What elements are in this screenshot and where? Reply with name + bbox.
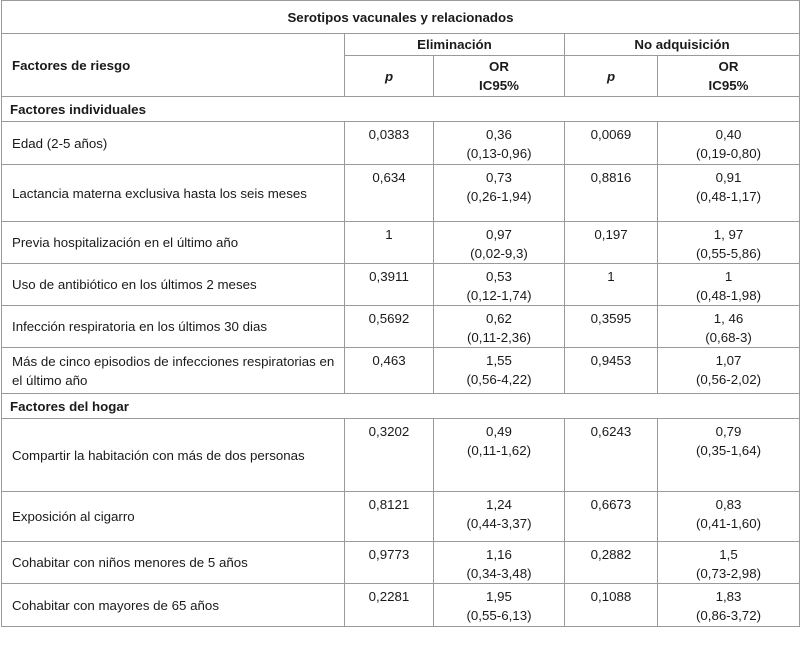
factor-cell: Lactancia materna exclusiva hasta los seis meses [2,165,345,222]
ci-range: (0,35-1,64) [695,443,762,458]
p-header: p [565,56,658,97]
p-value-noadq: 0,0069 [565,122,658,165]
or-cell-elim [434,122,565,165]
or-cell-noadq [658,348,800,394]
p-value-noadq: 0,6673 [565,492,658,542]
table-row [2,492,800,542]
table-row [2,306,800,348]
ci-range: (0,26-1,94) [466,189,532,204]
or-value: 1,55 [486,353,512,368]
or-cell-elim [434,584,565,627]
risk-factors-table [1,0,800,627]
p-value-noadq: 0,9453 [565,348,658,394]
ci-range: (0,19-0,80) [695,146,762,161]
ci-range: (0,13-0,96) [466,146,532,161]
table-row [2,165,800,222]
ci-label: IC95% [708,78,749,93]
p-value-elim: 0,8121 [345,492,434,542]
p-value-elim: 1 [345,222,434,264]
or-label: OR [718,59,739,74]
or-cell-noadq [658,542,800,584]
table-row [2,419,800,492]
or-value: 1,24 [486,497,512,512]
ci-range: (0,86-3,72) [695,608,762,623]
or-value: 0,53 [486,269,512,284]
or-cell-elim [434,348,565,394]
table-row [2,348,800,394]
factor-cell: Cohabitar con mayores de 65 años [2,584,345,627]
or-cell-noadq [658,122,800,165]
or-cell-elim [434,165,565,222]
or-value: 1,95 [486,589,512,604]
or-cell-elim [434,419,565,492]
factor-cell: Edad (2-5 años) [2,122,345,165]
p-value-noadq: 0,197 [565,222,658,264]
or-cell-elim [434,264,565,306]
section-title: Factores individuales [2,97,800,122]
or-value: 0,49 [486,424,512,439]
group-header-no-adquisicion: No adquisición [565,34,800,56]
p-value-elim: 0,3202 [345,419,434,492]
table-row [2,222,800,264]
or-value: 1,83 [715,589,742,604]
or-value: 1, 97 [713,227,744,242]
or-cell-elim [434,222,565,264]
or-value: 1,16 [486,547,512,562]
or-value: 0,83 [715,497,742,512]
ci-label: IC95% [479,78,519,93]
p-value-elim: 0,9773 [345,542,434,584]
ci-range: (0,56-2,02) [695,372,762,387]
or-cell-noadq [658,584,800,627]
table-row [2,122,800,165]
or-cell-noadq [658,222,800,264]
ci-range: (0,34-3,48) [466,566,532,581]
or-cell-noadq [658,165,800,222]
or-cell-elim [434,492,565,542]
ci-range: (0,73-2,98) [695,566,762,581]
p-value-elim: 0,634 [345,165,434,222]
ci-range: (0,02-9,3) [470,246,528,261]
factor-cell: Compartir la habitación con más de dos personas [2,419,345,492]
p-value-noadq: 0,3595 [565,306,658,348]
or-cell-elim [434,306,565,348]
p-value-elim: 0,5692 [345,306,434,348]
table-title: Serotipos vacunales y relacionados [2,1,800,34]
p-header: p [345,56,434,97]
p-value-noadq: 0,2882 [565,542,658,584]
p-value-elim: 0,2281 [345,584,434,627]
or-value: 0,91 [715,170,742,185]
factor-cell: Previa hospitalización en el último año [2,222,345,264]
or-header [434,56,565,97]
p-value-noadq: 1 [565,264,658,306]
ci-range: (0,55-5,86) [695,246,762,261]
factor-cell: Exposición al cigarro [2,492,345,542]
ci-range: (0,55-6,13) [466,608,532,623]
or-cell-noadq [658,264,800,306]
ci-range: (0,56-4,22) [466,372,532,387]
factor-cell: Cohabitar con niños menores de 5 años [2,542,345,584]
group-header-eliminacion: Eliminación [345,34,565,56]
p-value-noadq: 0,8816 [565,165,658,222]
or-cell-noadq [658,306,800,348]
ci-range: (0,44-3,37) [466,516,532,531]
or-label: OR [489,59,509,74]
or-value: 1 [724,269,733,284]
factor-cell: Infección respiratoria en los últimos 30 dias [2,306,345,348]
table-row [2,264,800,306]
factor-cell: Más de cinco episodios de infecciones respiratorias en el último año [2,348,345,394]
table-row [2,542,800,584]
p-value-noadq: 0,1088 [565,584,658,627]
or-value: 0,62 [486,311,512,326]
or-value: 0,73 [486,170,512,185]
or-value: 1, 46 [713,311,744,326]
or-value: 0,36 [486,127,512,142]
ci-range: (0,48-1,98) [695,288,762,303]
factors-header: Factores de riesgo [2,34,345,97]
ci-range: (0,12-1,74) [466,288,532,303]
ci-range: (0,41-1,60) [695,516,762,531]
or-cell-elim [434,542,565,584]
section-title: Factores del hogar [2,394,800,419]
factor-cell: Uso de antibiótico en los últimos 2 meses [2,264,345,306]
or-cell-noadq [658,492,800,542]
or-value: 0,97 [486,227,512,242]
or-value: 1,07 [715,353,742,368]
p-value-elim: 0,3911 [345,264,434,306]
or-value: 0,79 [715,424,742,439]
or-header [658,56,800,97]
or-value: 0,40 [715,127,742,142]
p-value-elim: 0,0383 [345,122,434,165]
p-value-elim: 0,463 [345,348,434,394]
ci-range: (0,11-1,62) [466,443,532,458]
table-row [2,584,800,627]
or-value: 1,5 [719,547,738,562]
ci-range: (0,11-2,36) [466,330,532,345]
ci-range: (0,48-1,17) [695,189,762,204]
or-cell-noadq [658,419,800,492]
ci-range: (0,68-3) [705,330,752,345]
p-value-noadq: 0,6243 [565,419,658,492]
